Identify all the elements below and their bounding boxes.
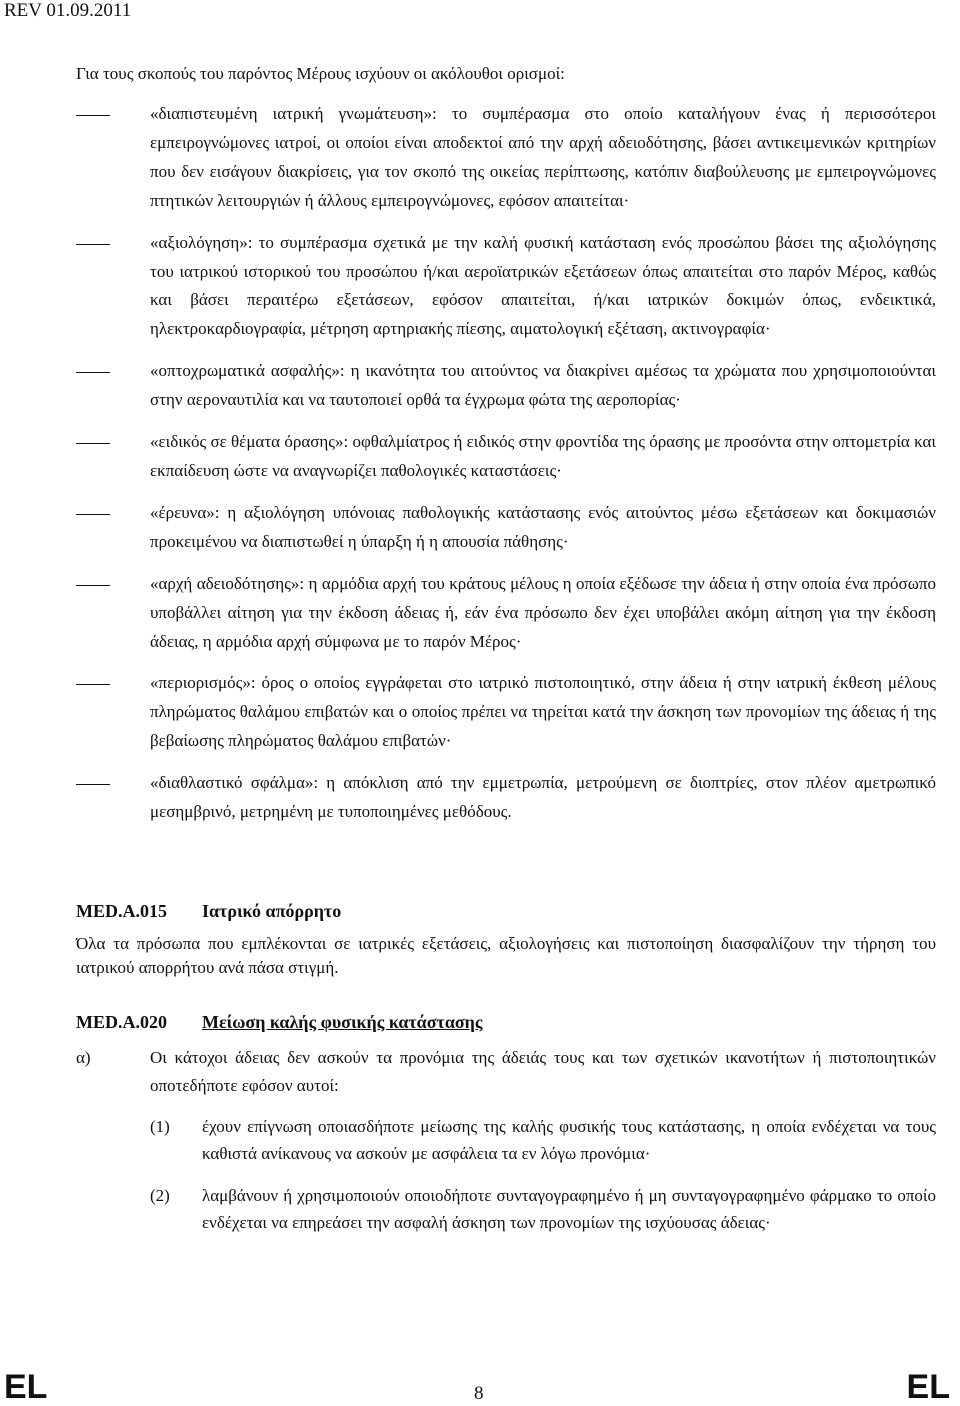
definition-item xyxy=(76,669,936,756)
sub-item-text: λαμβάνουν ή χρησιμοποιούν οποιοδήποτε συνταγογραφημένο ή μη συνταγογραφημένο φάρμακο το οποίο ενδέχεται να επηρεάσει την ασφαλή άσκηση των προνομίων της ισχύουσας άδειας· xyxy=(202,1186,936,1232)
definition-text: «ειδικός σε θέματα όρασης»: οφθαλμίατρος ή ειδικός στην φροντίδα της όρασης με προσόντα στην οπτομετρία και εκπαίδευση ώστε να αναγνωρίζει παθολογικές καταστάσεις· xyxy=(150,432,936,480)
section-code: MED.A.020 xyxy=(76,1012,167,1032)
definition-item xyxy=(76,229,936,345)
definition-item xyxy=(76,570,936,657)
section-heading-med-a-020 xyxy=(76,1011,482,1033)
definitions-list xyxy=(76,100,936,827)
sub-item-text: έχουν επίγνωση οποιασδήποτε μείωσης της καλής φυσικής τους κατάστασης, η οποία ενδέχεται να τους καθιστά ανίκανους να ασκούν με ασφάλεια τα εν λόγω προνόμια· xyxy=(202,1117,936,1163)
section-body-med-a-015: Όλα τα πρόσωπα που εμπλέκονται σε ιατρικές εξετάσεις, αξιολογήσεις και πιστοποίηση διασφαλίζουν την τήρηση του ιατρικού απορρήτου ανά πάσα στιγμή. xyxy=(76,934,936,977)
language-code-right: EL xyxy=(906,1368,950,1406)
clause-text: Οι κάτοχοι άδειας δεν ασκούν τα προνόμια της άδειάς τους και των σχετικών ικανοτήτων ή πιστοποιητικών οποτεδήποτε εφόσον αυτοί: xyxy=(150,1048,936,1095)
definition-text: «οπτοχρωματικά ασφαλής»: η ικανότητα του αιτούντος να διακρίνει αμέσως τα χρώματα που χρησιμοποιούνται στην αεροναυτιλία και να ταυτοποιεί ορθά τα έγχρωμα φώτα της αεροπορίας· xyxy=(150,361,936,410)
definition-text: «αρχή αδειοδότησης»: η αρμόδια αρχή του κράτους μέλους η οποία εξέδωσε την άδεια ή στην οποία ένα πρόσωπο υποβάλλει αίτηση για την έκδοση άδειας ή, εάν ένα πρόσωπο δεν έχει υποβάλει ακόμη αίτηση για την έκδοση άδειας, η αρμόδια αρχή σύμφωνα με το παρόν Μέρος· xyxy=(150,573,936,651)
section-heading-med-a-015 xyxy=(76,900,341,922)
sub-item-number: (2) xyxy=(150,1186,170,1205)
revision-header: REV 01.09.2011 xyxy=(4,0,132,21)
clause-a xyxy=(76,1044,936,1236)
definition-item xyxy=(76,499,936,557)
definition-text: «περιορισμός»: όρος ο οποίος εγγράφεται στο ιατρικό πιστοποιητικό, στην άδεια ή στην ιατρική έκθεση μέλους πληρώματος θαλάμου επιβατών και ο οποίος πρέπει να τηρείται κατά την άσκηση των προνομίων της άδειας ή της βεβαίωσης πληρώματος θαλάμου επιβατών· xyxy=(150,673,936,751)
definition-item xyxy=(76,769,936,827)
section-title: Μείωση καλής φυσικής κατάστασης xyxy=(202,1012,483,1032)
clause-label: α) xyxy=(76,1048,91,1067)
definition-item xyxy=(76,100,936,216)
sub-item xyxy=(150,1183,936,1236)
definition-text: «έρευνα»: η αξιολόγηση υπόνοιας παθολογικής κατάστασης ενός αιτούντος μέσω εξετάσεων και δοκιμασιών προκειμένου να διαπιστωθεί η ύπαρξη ή η απουσία πάθησης· xyxy=(150,502,936,551)
definition-text: «αξιολόγηση»: το συμπέρασμα σχετικά με την καλή φυσική κατάσταση ενός προσώπου βάσει της αξιολόγησης του ιατρικού ιστορικού του προσώπου ή/και αεροϊατρικών εξετάσεων όπως απαιτείται στο παρόν Μέρος, καθώς και βάσει περαιτέρω εξετάσεων, εφόσον απαιτείται, ή/και ιατρικών δοκιμών όπως, ενδεικτικά, ηλεκτροκαρδιογραφία, μέτρηση αρτηριακής πίεσης, αιματολογική εξέταση, ακτινογραφία· xyxy=(150,232,936,339)
section-title: Ιατρικό απόρρητο xyxy=(202,901,342,921)
page-number: 8 xyxy=(474,1383,484,1404)
section-code: MED.A.015 xyxy=(76,901,167,921)
definition-text: «διαπιστευμένη ιατρική γνωμάτευση»: το συμπέρασμα στο οποίο καταλήγουν ένας ή περισσότεροι εμπειρογνώμονες ιατροί, οι οποίοι είναι αποδεκτοί από την αρχή αδειοδότησης, βάσει αντικειμενικών κριτηρίων που δεν εισάγουν διακρίσεις, για τον σκοπό της οικείας περίπτωσης, κατόπιν διαβούλευσης με εμπειρογνώμονες πτητικών λειτουργιών ή άλλους εμπειρογνώμονες, εφόσον απαιτείται· xyxy=(150,104,936,210)
sub-item xyxy=(150,1114,936,1167)
definition-item xyxy=(76,428,936,486)
definition-item xyxy=(76,357,936,415)
definition-text: «διαθλαστικό σφάλμα»: η απόκλιση από την εμμετρωπία, μετρούμενη σε διοπτρίες, στον πλέον αμετρωπικό μεσημβρινό, μετρημένη με τυποποιημένες μεθόδους. xyxy=(150,773,936,822)
sub-item-number: (1) xyxy=(150,1117,170,1136)
definitions-intro: Για τους σκοπούς του παρόντος Μέρους ισχύουν οι ακόλουθοι ορισμοί: xyxy=(76,64,565,83)
language-code-left: EL xyxy=(4,1368,48,1406)
